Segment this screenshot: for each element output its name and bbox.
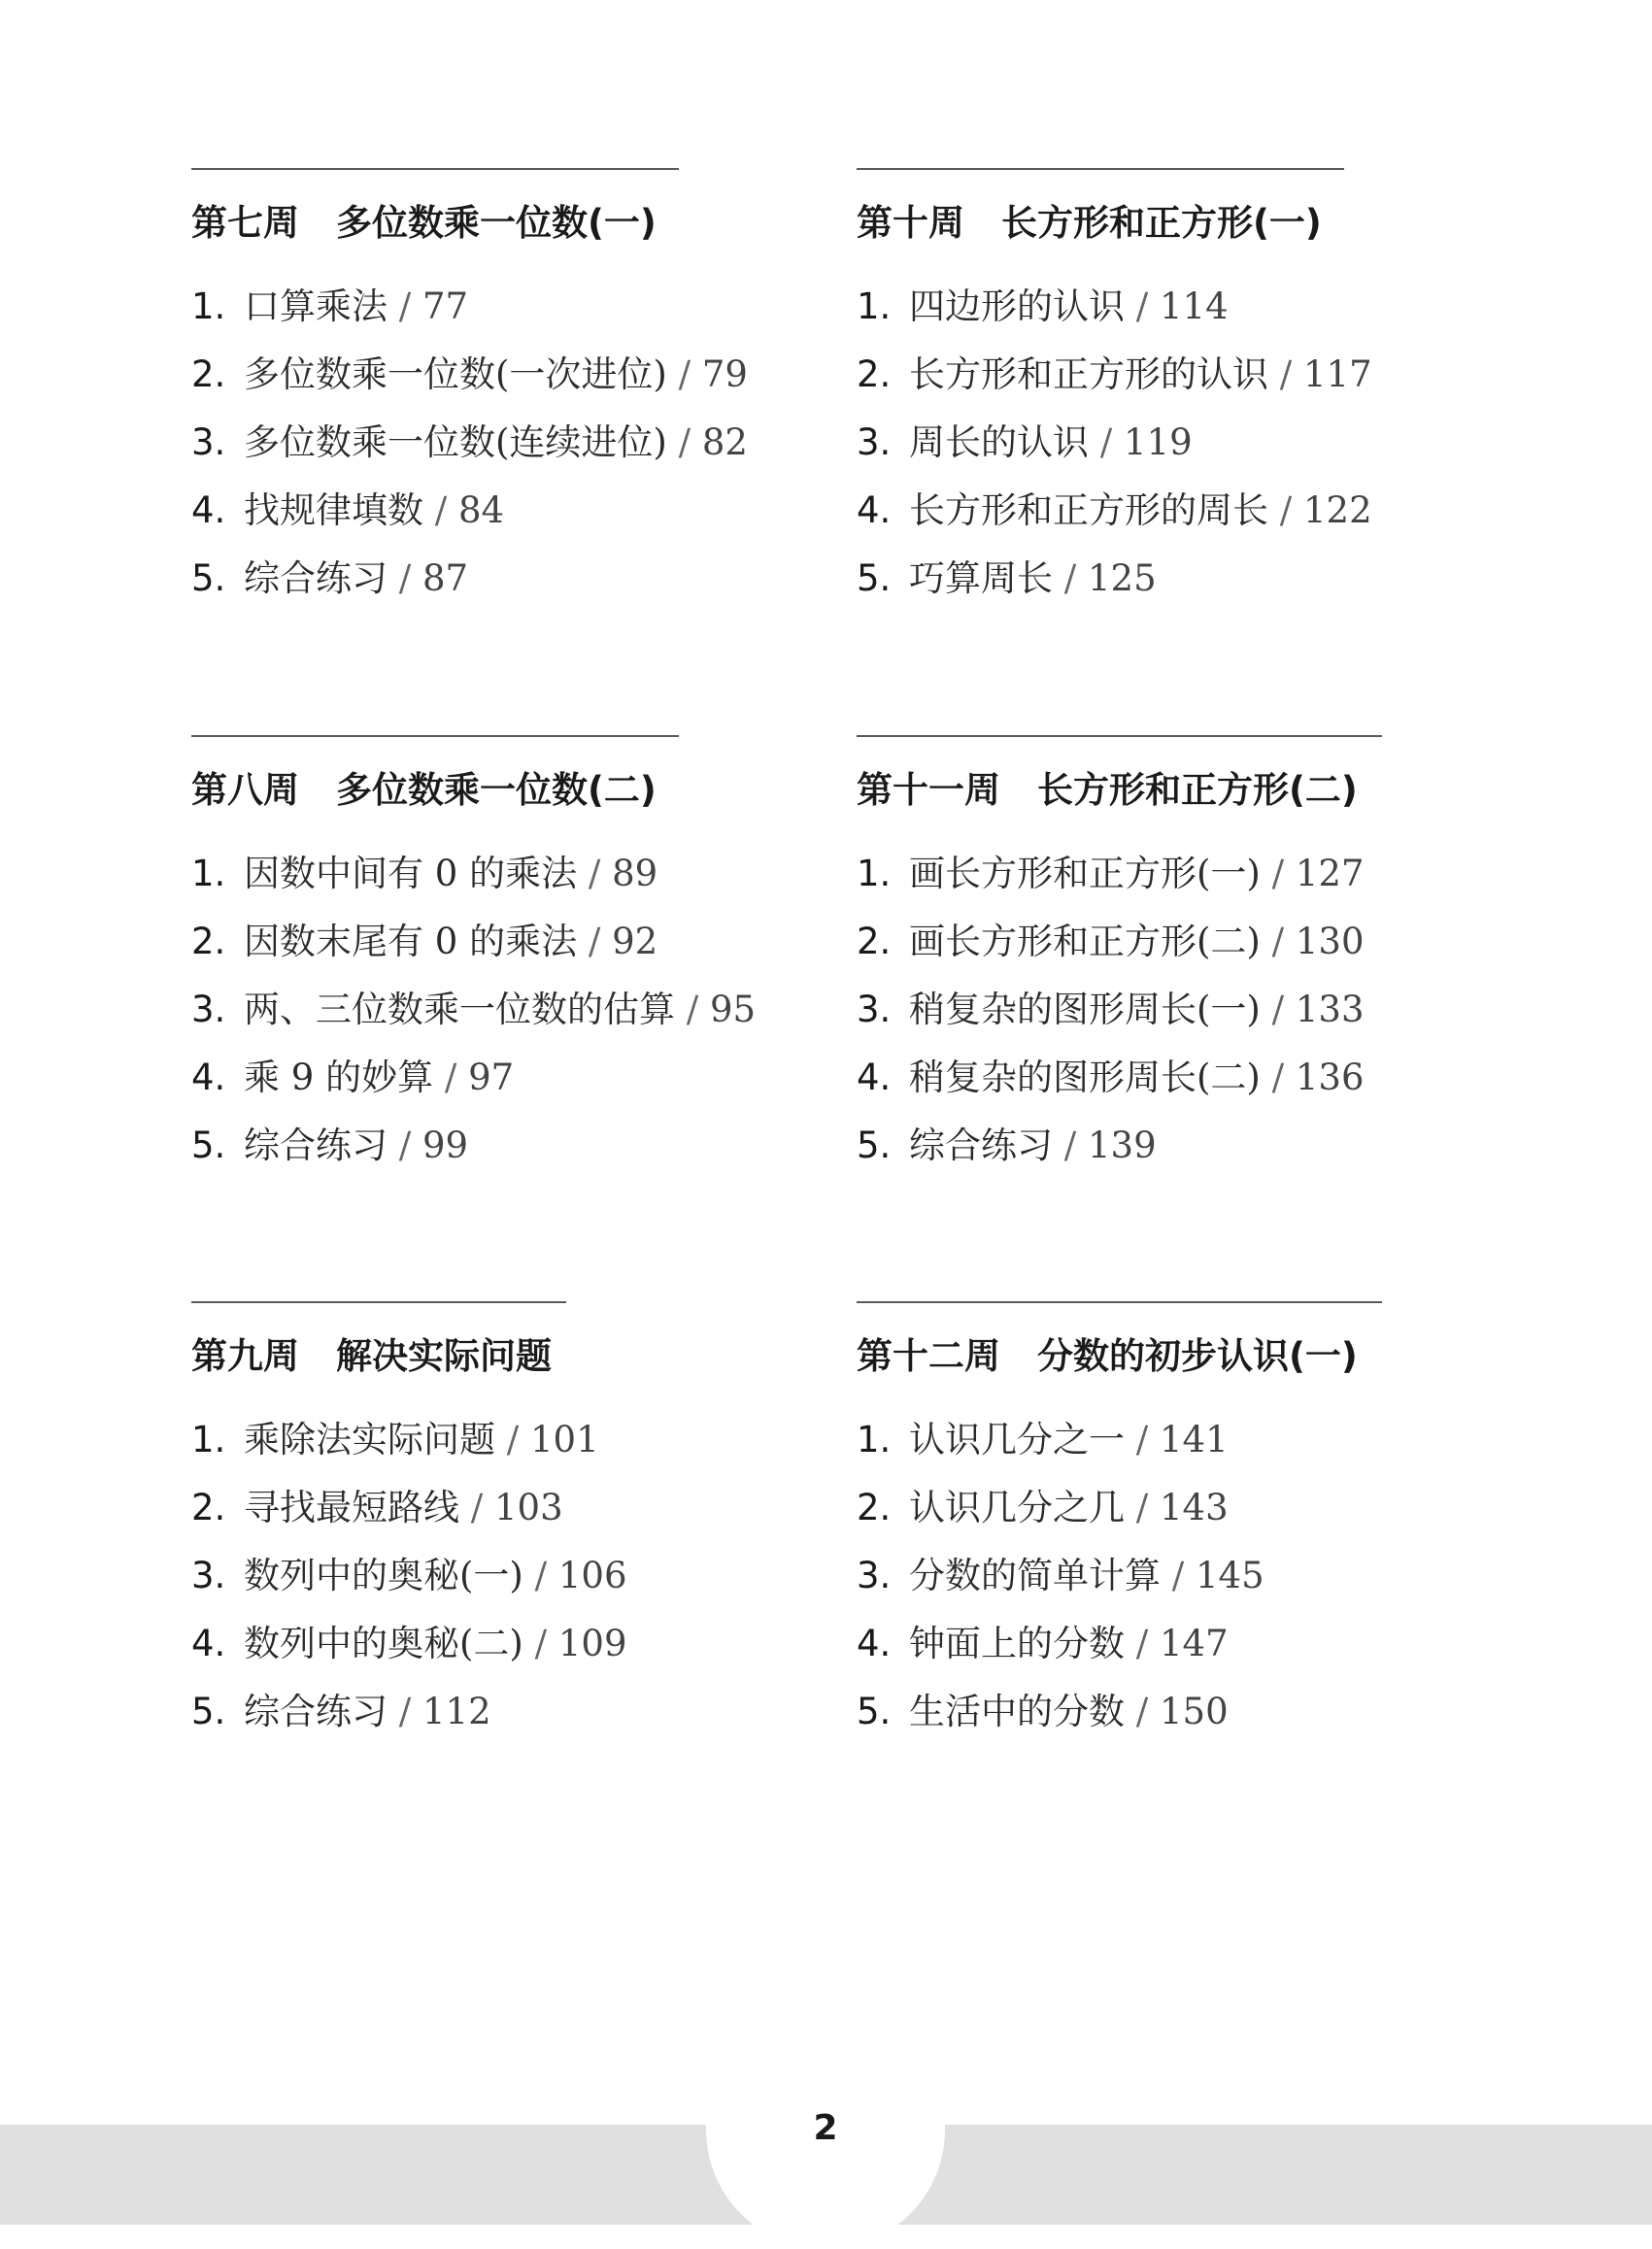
page-separator: /	[1063, 557, 1077, 599]
lesson-number: 2.	[857, 353, 892, 395]
lesson-page: 95	[710, 989, 757, 1030]
lesson-page: 92	[612, 921, 658, 962]
lesson-number: 1.	[191, 285, 226, 327]
lesson-title: 乘 9 的妙算	[244, 1057, 434, 1098]
lesson-item[interactable]	[857, 1484, 1382, 1552]
lesson-item[interactable]	[857, 554, 1372, 622]
lesson-number: 5.	[857, 557, 892, 599]
lesson-number: 3.	[857, 421, 892, 463]
lesson-title: 综合练习	[244, 1691, 388, 1732]
lesson-item[interactable]	[857, 419, 1372, 487]
lesson-title: 四边形的认识	[909, 285, 1125, 327]
lesson-item[interactable]	[857, 1688, 1382, 1756]
page-separator: /	[1279, 489, 1293, 531]
lesson-title: 画长方形和正方形(一)	[909, 853, 1261, 894]
lesson-title: 巧算周长	[909, 557, 1053, 599]
lesson-title: 口算乘法	[244, 285, 388, 327]
page-separator: /	[588, 921, 601, 962]
page-separator: /	[686, 989, 699, 1030]
lesson-page: 87	[422, 557, 469, 599]
lesson-number: 3.	[191, 1555, 226, 1596]
week-number: 第九周	[191, 1335, 299, 1377]
lesson-page: 139	[1088, 1124, 1157, 1166]
lesson-title: 认识几分之一	[909, 1419, 1125, 1460]
lesson-number: 5.	[857, 1691, 892, 1732]
lesson-title: 多位数乘一位数(连续进位)	[244, 421, 667, 463]
lesson-item[interactable]	[857, 918, 1382, 986]
lesson-title: 周长的认识	[909, 421, 1089, 463]
lesson-title: 寻找最短路线	[244, 1487, 459, 1528]
week-title: 解决实际问题	[336, 1335, 552, 1377]
lesson-number: 3.	[191, 421, 226, 463]
lesson-title: 画长方形和正方形(二)	[909, 921, 1261, 962]
lesson-item[interactable]	[857, 1620, 1382, 1688]
week-title: 多位数乘一位数(一)	[336, 202, 657, 244]
week-section-9	[191, 1301, 627, 1756]
lesson-item[interactable]	[191, 283, 748, 351]
lesson-page: 112	[422, 1691, 491, 1732]
page-separator: /	[398, 557, 412, 599]
page-separator: /	[1099, 421, 1113, 463]
week-section-11	[857, 735, 1382, 1190]
lesson-page: 77	[422, 285, 469, 327]
page-separator: /	[1135, 285, 1149, 327]
page-separator: /	[1271, 921, 1285, 962]
lesson-item[interactable]	[857, 351, 1372, 419]
week-number: 第十周	[857, 202, 964, 244]
lesson-title: 生活中的分数	[909, 1691, 1125, 1732]
lesson-page: 122	[1303, 489, 1372, 531]
lesson-page: 119	[1124, 421, 1193, 463]
lesson-page: 117	[1303, 353, 1372, 395]
week-number: 第十二周	[857, 1335, 1000, 1377]
lesson-page: 127	[1295, 853, 1365, 894]
lesson-title: 综合练习	[244, 1124, 388, 1166]
week-number: 第八周	[191, 769, 299, 811]
page-number: 2	[813, 2108, 838, 2148]
lesson-number: 5.	[191, 557, 226, 599]
lesson-number: 4.	[857, 1057, 892, 1098]
lesson-item[interactable]	[191, 850, 756, 918]
week-heading	[857, 1332, 1382, 1381]
lesson-item[interactable]	[191, 1054, 756, 1122]
lesson-item[interactable]	[857, 487, 1372, 554]
page-separator: /	[398, 1691, 412, 1732]
lesson-title: 找规律填数	[244, 489, 423, 531]
page-separator: /	[1279, 353, 1293, 395]
lesson-item[interactable]	[191, 554, 748, 622]
week-number: 第七周	[191, 202, 299, 244]
lesson-number: 3.	[857, 1555, 892, 1596]
lesson-title: 综合练习	[909, 1124, 1053, 1166]
page-separator: /	[398, 1124, 412, 1166]
week-title: 分数的初步认识(一)	[1037, 1335, 1358, 1377]
lesson-number: 4.	[857, 1623, 892, 1664]
section-rule	[191, 1301, 566, 1303]
lesson-number: 3.	[857, 989, 892, 1030]
lesson-page: 147	[1160, 1623, 1229, 1664]
week-title: 长方形和正方形(二)	[1037, 769, 1358, 811]
lesson-page: 136	[1295, 1057, 1365, 1098]
lesson-item[interactable]	[191, 1122, 756, 1190]
lesson-number: 2.	[191, 353, 226, 395]
lesson-item[interactable]	[191, 1416, 627, 1484]
lesson-page: 130	[1295, 921, 1365, 962]
lesson-title: 综合练习	[244, 557, 388, 599]
page-separator: /	[1135, 1419, 1149, 1460]
lesson-number: 5.	[857, 1124, 892, 1166]
week-section-10	[857, 168, 1372, 622]
week-section-7	[191, 168, 748, 622]
page-separator: /	[444, 1057, 457, 1098]
lesson-number: 1.	[857, 285, 892, 327]
lesson-item[interactable]	[191, 1688, 627, 1756]
lesson-number: 2.	[191, 1487, 226, 1528]
lesson-title: 认识几分之几	[909, 1487, 1125, 1528]
lesson-title: 长方形和正方形的认识	[909, 353, 1268, 395]
lesson-title: 稍复杂的图形周长(一)	[909, 989, 1261, 1030]
lesson-title: 多位数乘一位数(一次进位)	[244, 353, 667, 395]
week-heading	[191, 1332, 627, 1381]
lesson-item[interactable]	[857, 850, 1382, 918]
section-rule	[191, 735, 679, 737]
page-separator: /	[1171, 1555, 1185, 1596]
lesson-number: 1.	[191, 853, 226, 894]
lesson-item[interactable]	[191, 487, 748, 554]
lesson-title: 因数末尾有 0 的乘法	[244, 921, 578, 962]
lesson-page: 84	[458, 489, 505, 531]
lesson-page: 150	[1160, 1691, 1229, 1732]
lesson-item[interactable]	[857, 1552, 1382, 1620]
section-rule	[857, 168, 1344, 170]
section-rule	[191, 168, 679, 170]
lesson-title: 两、三位数乘一位数的估算	[244, 989, 675, 1030]
lesson-title: 稍复杂的图形周长(二)	[909, 1057, 1261, 1098]
lesson-number: 5.	[191, 1691, 226, 1732]
week-title: 长方形和正方形(一)	[1001, 202, 1322, 244]
page-separator: /	[678, 353, 691, 395]
lesson-page: 143	[1160, 1487, 1229, 1528]
lesson-page: 97	[468, 1057, 515, 1098]
lesson-page: 101	[530, 1419, 599, 1460]
lesson-page: 109	[557, 1623, 627, 1664]
page-separator: /	[1271, 853, 1285, 894]
lesson-page: 133	[1295, 989, 1365, 1030]
lesson-page: 99	[422, 1124, 469, 1166]
lesson-page: 125	[1088, 557, 1157, 599]
page-separator: /	[588, 853, 601, 894]
lesson-page: 141	[1160, 1419, 1229, 1460]
lesson-item[interactable]	[191, 351, 748, 419]
lesson-title: 因数中间有 0 的乘法	[244, 853, 578, 894]
lesson-page: 103	[494, 1487, 563, 1528]
week-number: 第十一周	[857, 769, 1000, 811]
page-separator: /	[1135, 1487, 1149, 1528]
lesson-number: 5.	[191, 1124, 226, 1166]
lesson-title: 钟面上的分数	[909, 1623, 1125, 1664]
lesson-page: 106	[557, 1555, 627, 1596]
page-separator: /	[506, 1419, 520, 1460]
lesson-page: 79	[701, 353, 748, 395]
week-heading	[191, 766, 756, 815]
page-separator: /	[1271, 989, 1285, 1030]
lesson-number: 4.	[191, 1623, 226, 1664]
lesson-item[interactable]	[191, 1552, 627, 1620]
lesson-item[interactable]	[857, 1054, 1382, 1122]
page-separator: /	[1135, 1691, 1149, 1732]
lesson-item[interactable]	[191, 1484, 627, 1552]
lesson-item[interactable]	[857, 1416, 1382, 1484]
lesson-item[interactable]	[857, 1122, 1382, 1190]
page-separator: /	[1135, 1623, 1149, 1664]
lesson-title: 乘除法实际问题	[244, 1419, 495, 1460]
lesson-item[interactable]	[191, 419, 748, 487]
lesson-number: 4.	[857, 489, 892, 531]
section-rule	[857, 735, 1382, 737]
lesson-number: 1.	[857, 853, 892, 894]
lesson-title: 数列中的奥秘(一)	[244, 1555, 523, 1596]
lesson-page: 82	[701, 421, 748, 463]
lesson-item[interactable]	[191, 986, 756, 1054]
lesson-page: 145	[1196, 1555, 1264, 1596]
page-separator: /	[1063, 1124, 1077, 1166]
week-heading	[857, 766, 1382, 815]
lesson-page: 114	[1160, 285, 1229, 327]
lesson-title: 分数的简单计算	[909, 1555, 1161, 1596]
page-separator: /	[398, 285, 412, 327]
page-separator: /	[470, 1487, 484, 1528]
lesson-number: 3.	[191, 989, 226, 1030]
lesson-number: 2.	[857, 1487, 892, 1528]
lesson-page: 89	[612, 853, 658, 894]
lesson-item[interactable]	[857, 986, 1382, 1054]
week-section-8	[191, 735, 756, 1190]
lesson-title: 长方形和正方形的周长	[909, 489, 1268, 531]
week-heading	[191, 199, 748, 248]
page-separator: /	[434, 489, 448, 531]
week-title: 多位数乘一位数(二)	[336, 769, 657, 811]
page-separator: /	[678, 421, 691, 463]
week-section-12	[857, 1301, 1382, 1756]
lesson-number: 1.	[857, 1419, 892, 1460]
lesson-number: 1.	[191, 1419, 226, 1460]
lesson-item[interactable]	[857, 283, 1372, 351]
lesson-title: 数列中的奥秘(二)	[244, 1623, 523, 1664]
page-separator: /	[534, 1555, 548, 1596]
lesson-number: 4.	[191, 1057, 226, 1098]
lesson-number: 4.	[191, 489, 226, 531]
lesson-item[interactable]	[191, 918, 756, 986]
page-separator: /	[1271, 1057, 1285, 1098]
lesson-number: 2.	[857, 921, 892, 962]
section-rule	[857, 1301, 1382, 1303]
page-separator: /	[534, 1623, 548, 1664]
lesson-number: 2.	[191, 921, 226, 962]
lesson-item[interactable]	[191, 1620, 627, 1688]
week-heading	[857, 199, 1372, 248]
